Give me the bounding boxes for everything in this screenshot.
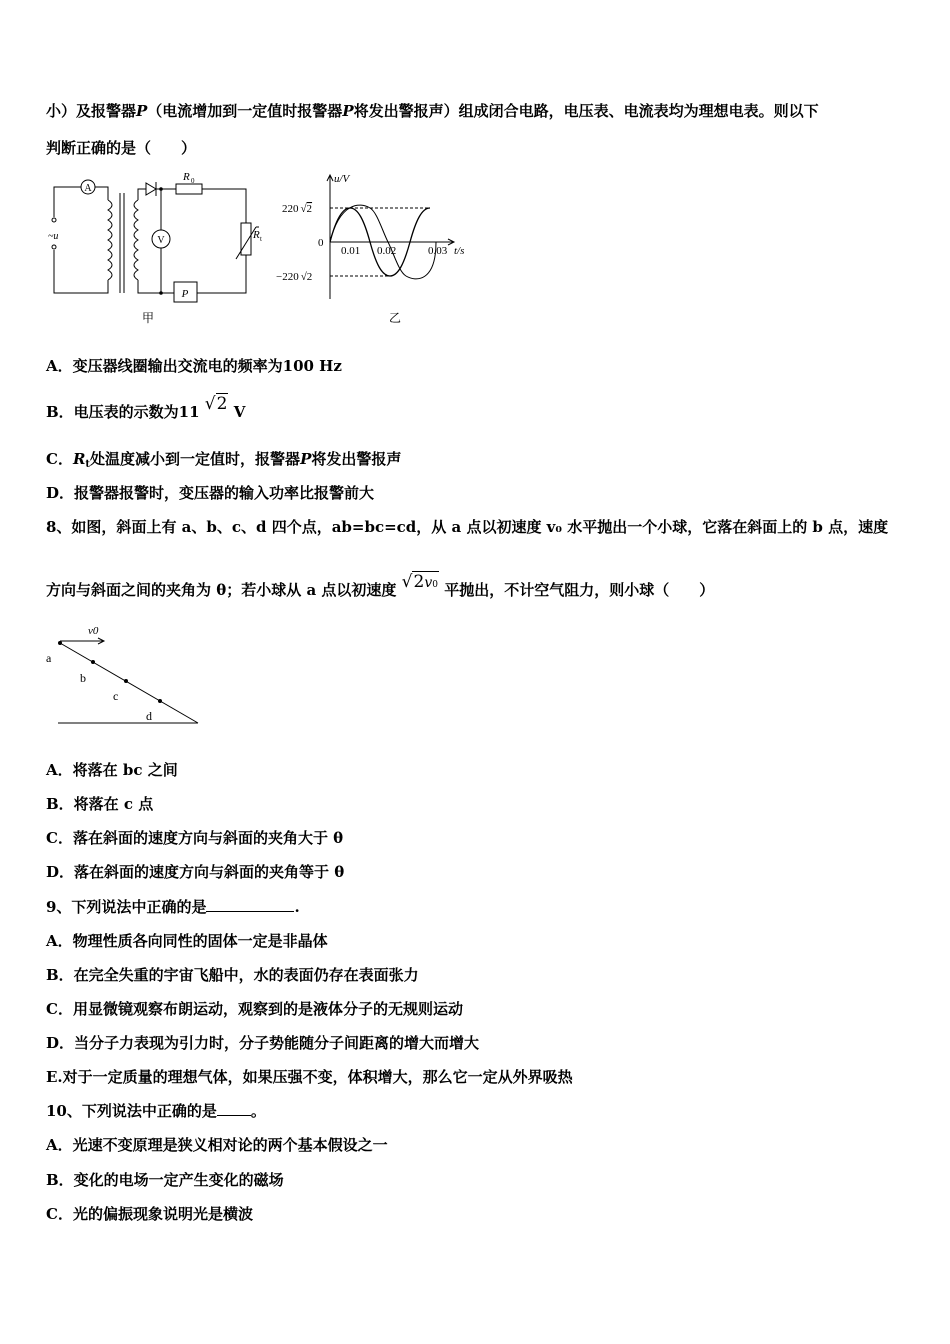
voltmeter-label: V: [157, 235, 165, 246]
y-max-label: 220 √2: [282, 203, 313, 215]
r0-sub: 0: [191, 177, 195, 185]
q10-option-a: A．光速不变原理是狭义相对论的两个基本假设之一: [46, 1136, 388, 1154]
q8-incline-figure: [40, 620, 210, 730]
source-label: ~u: [48, 231, 59, 242]
q8-stem-sqrt: √2v0: [401, 572, 438, 592]
q9-option-d: D．当分子力表现为引力时，分子势能随分子间距离的增大而增大: [46, 1034, 480, 1052]
q7-circuit-figure: [46, 165, 286, 330]
q10-option-b: B．变化的电场一定产生变化的磁场: [46, 1171, 284, 1189]
q7-waveform-figure: [276, 165, 482, 330]
ammeter-label: A: [84, 183, 92, 194]
tick-001: 0.01: [341, 245, 361, 257]
q8-option-b: B．将落在 c 点: [46, 795, 154, 813]
q10-stem: 10、下列说法中正确的是 。: [46, 1102, 266, 1120]
q7-stem-text-a: 小）及报警器: [46, 102, 137, 120]
q9-option-b: B．在完全失重的宇宙飞船中，水的表面仍存在表面张力: [46, 966, 419, 984]
q7-stem-text-b: （电流增加到一定值时报警器: [147, 102, 343, 120]
q10-answer-blank: [217, 1101, 251, 1116]
tick-003: 0.03: [428, 245, 448, 257]
q8-stem-line1: 8、如图，斜面上有 a、b、c、d 四个点，ab=bc=cd，从 a 点以初速度 v₀ 水平抛出一个小球，它落在斜面上的 b 点，速度: [46, 518, 889, 536]
q7-stem-p2: P: [342, 102, 354, 120]
y-axis-label: u/V: [334, 173, 350, 185]
x-axis-label: t/s: [454, 245, 465, 257]
label-c: c: [113, 689, 119, 703]
q9-option-c: C．用显微镜观察布朗运动，观察到的是液体分子的无规则运动: [46, 1000, 463, 1018]
q7-stem-line1: [46, 101, 819, 121]
q7-option-b-unit: V: [233, 403, 246, 421]
q10-option-c: C．光的偏振现象说明光是横波: [46, 1205, 253, 1223]
q7-option-b-text: B．电压表的示数为11: [46, 403, 200, 421]
figure-b-caption: 乙: [388, 311, 402, 325]
q9-answer-blank: [206, 897, 294, 912]
q7-stem-line2: 判断正确的是（ ）: [46, 139, 197, 157]
point-b: [91, 660, 95, 664]
alarm-label: P: [181, 288, 189, 300]
figure-a-caption: 甲: [141, 311, 155, 325]
q7-option-b: [46, 394, 246, 422]
point-d: [158, 699, 162, 703]
label-a: a: [46, 651, 52, 665]
q7-option-b-sqrt: √2: [204, 394, 228, 414]
q7-option-a: A．变压器线圈输出交流电的频率为100 Hz: [46, 357, 342, 375]
q7-stem-p: P: [136, 102, 148, 120]
q8-option-d: D．落在斜面的速度方向与斜面的夹角等于 θ: [46, 863, 345, 881]
q7-stem-text-c: 将发出警报声）组成闭合电路，电压表、电流表均为理想电表。则以下: [353, 102, 819, 120]
y-min-label: −220 √2: [276, 271, 313, 283]
rt-label: R: [253, 229, 260, 241]
label-b: b: [80, 671, 86, 685]
q9-option-e: E.对于一定质量的理想气体，如果压强不变，体积增大，那么它一定从外界吸热: [46, 1068, 573, 1086]
point-c: [124, 679, 128, 683]
q9-option-a: A．物理性质各向同性的固体一定是非晶体: [46, 932, 328, 950]
v0-label: v0: [88, 625, 99, 637]
q9-stem: 9、下列说法中正确的是 .: [46, 898, 300, 916]
q8-option-a: A．将落在 bc 之间: [46, 761, 178, 779]
label-d: d: [146, 709, 152, 723]
q8-stem-line2: 方向与斜面之间的夹角为 θ；若小球从 a 点以初速度 √2v0 平抛出，不计空气阻力，则小球（ ）: [46, 572, 715, 599]
q7-option-d: D．报警器报警时，变压器的输入功率比报警前大: [46, 484, 375, 502]
rt-sub: t: [260, 235, 262, 243]
point-a: [58, 641, 62, 645]
q7-option-c: C．$R_t$处温度减小到一定值时，报警器P将发出警报声: [46, 450, 402, 470]
q8-option-c: C．落在斜面的速度方向与斜面的夹角大于 θ: [46, 829, 344, 847]
origin-label: 0: [318, 237, 324, 249]
tick-002: 0.02: [377, 245, 397, 257]
r0-label: R: [183, 171, 190, 183]
